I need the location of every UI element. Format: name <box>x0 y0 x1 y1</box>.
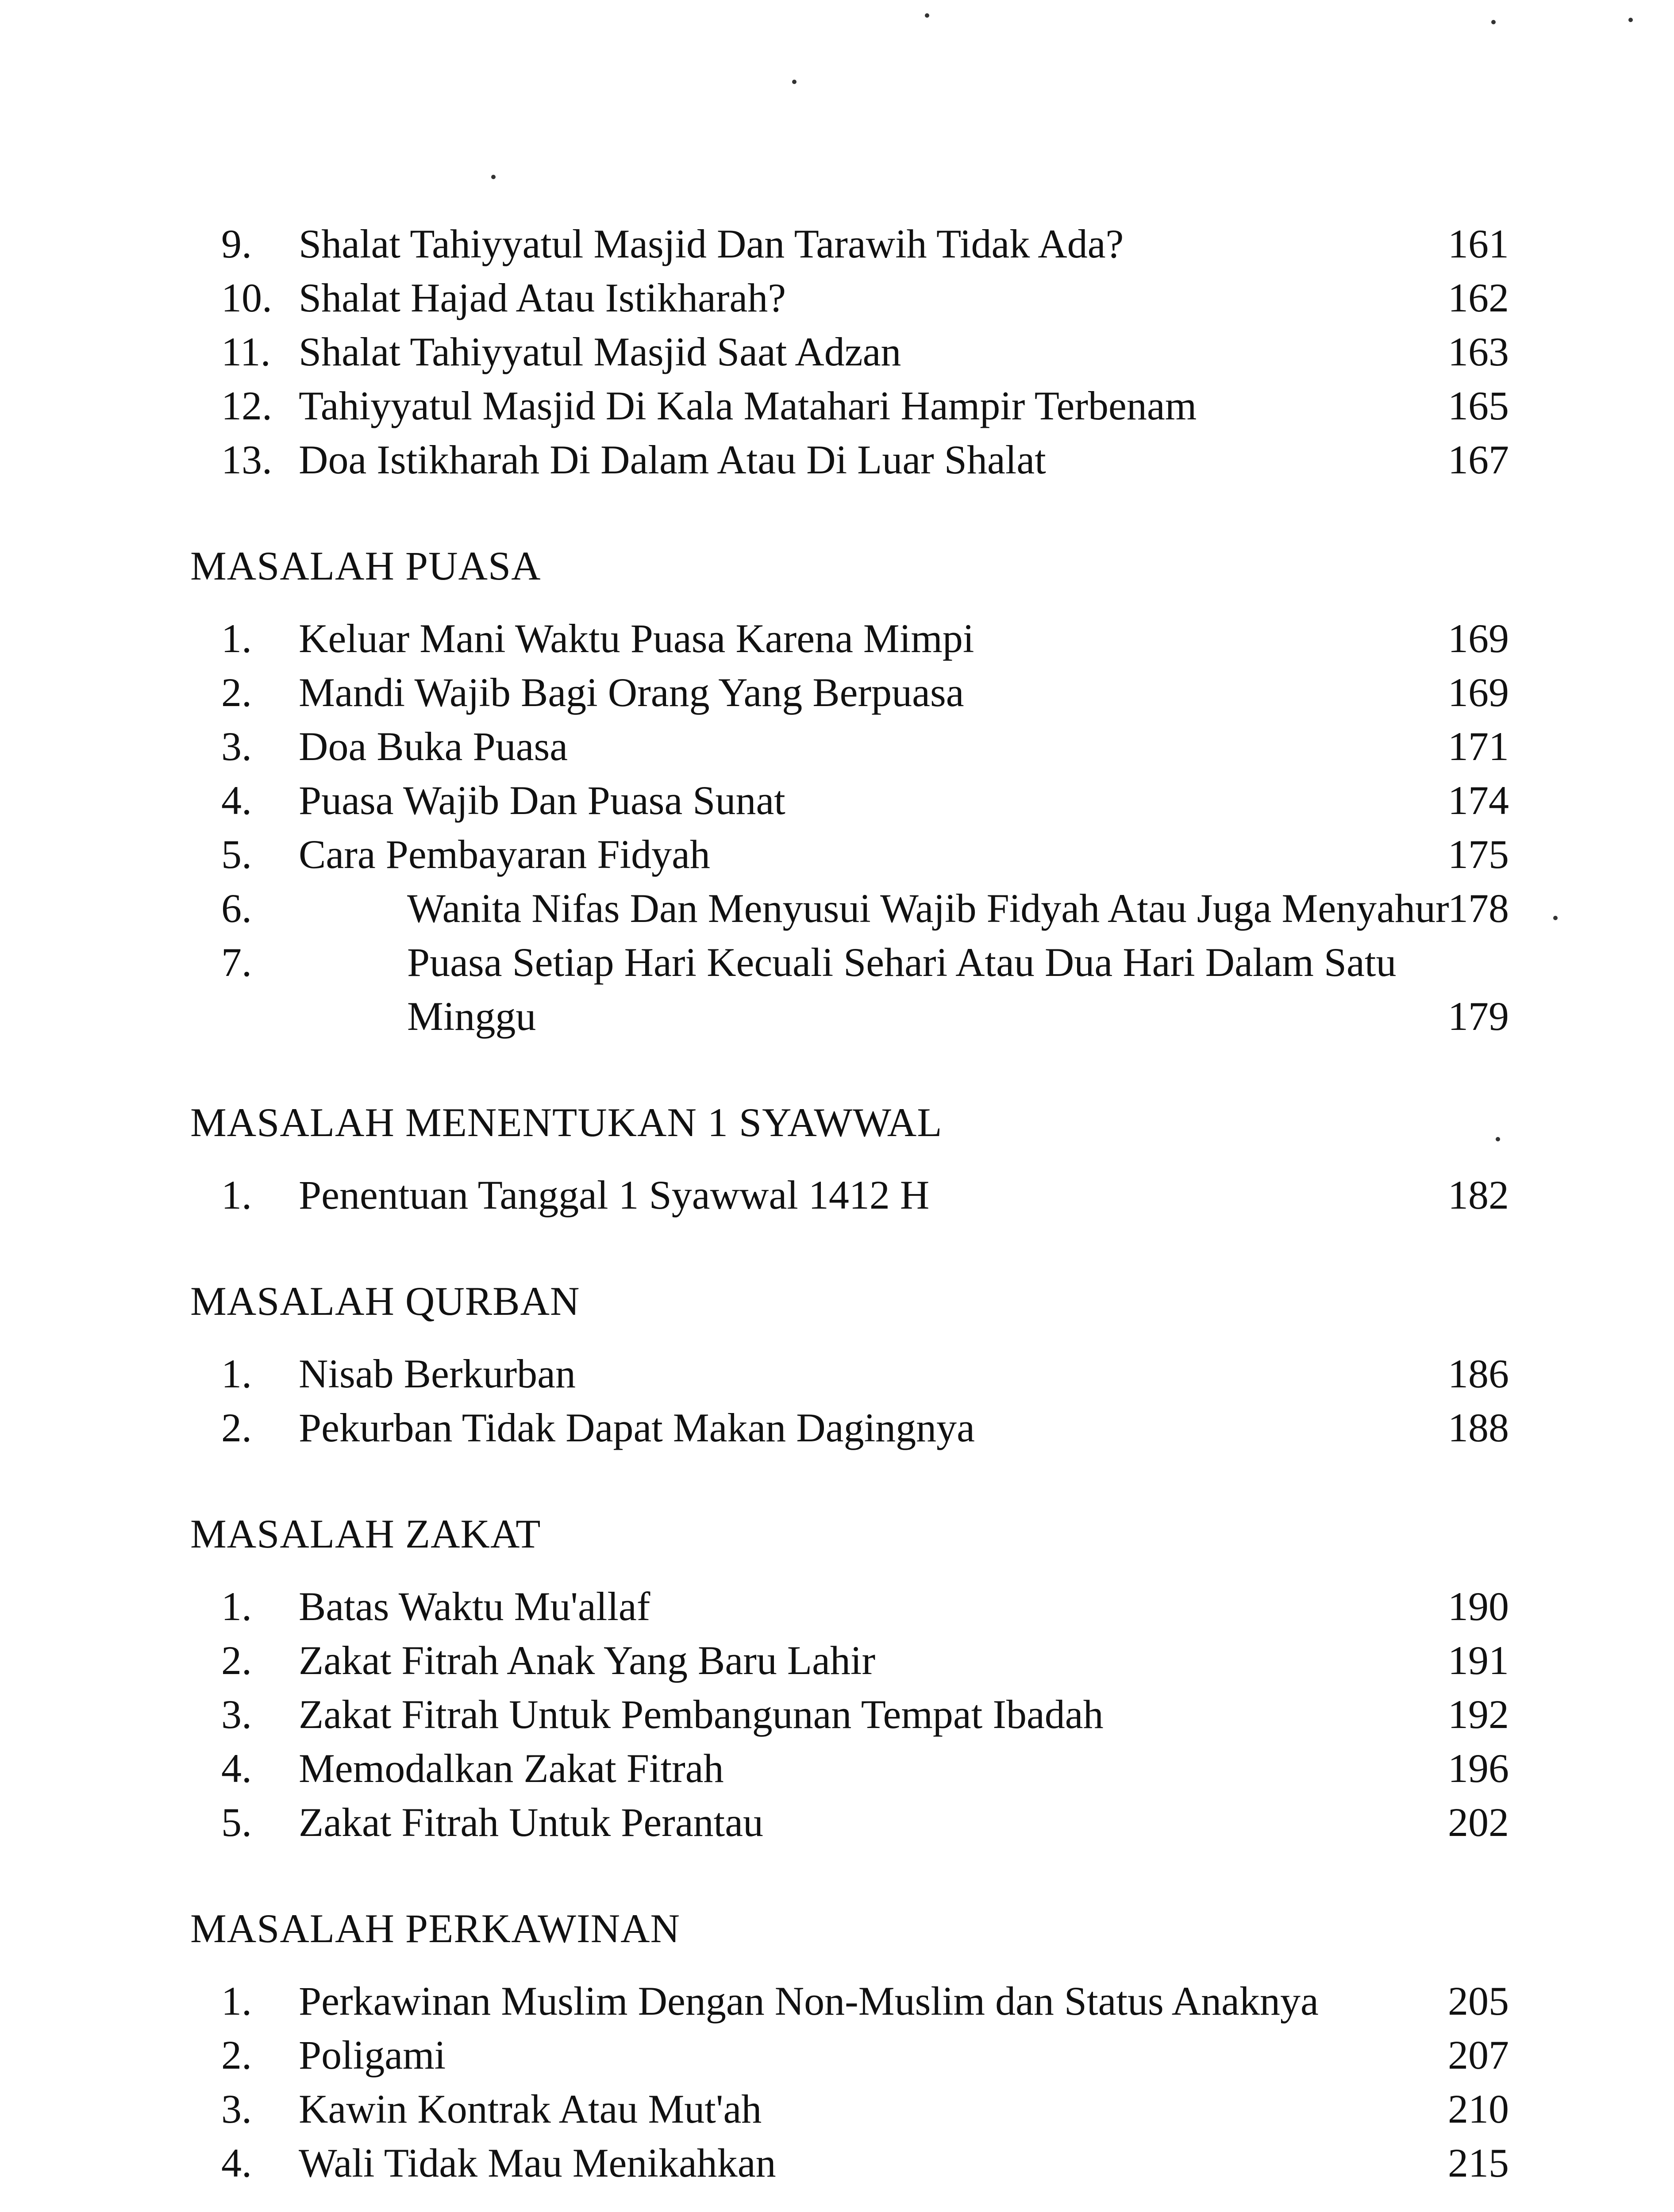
toc-entry-page: 167 <box>1448 437 1509 482</box>
toc-entry <box>190 1579 1509 1633</box>
toc-entry-number: 1. <box>221 1978 252 2024</box>
toc-entry <box>190 217 1509 271</box>
toc-entry-page: 179 <box>1448 994 1509 1039</box>
toc-entry-number: 3. <box>221 2086 252 2131</box>
toc-entry-page: 175 <box>1448 832 1509 877</box>
toc-entry <box>190 2082 1509 2136</box>
toc-entry-number: 5. <box>221 1800 252 1845</box>
toc-entry-page: 191 <box>1448 1638 1509 1683</box>
scan-speck <box>1496 1137 1500 1141</box>
toc-entry <box>190 1347 1509 1401</box>
toc-entry-page: 169 <box>1448 616 1509 661</box>
toc-entry-page: 196 <box>1448 1746 1509 1791</box>
toc-entry <box>190 1974 1509 2028</box>
section-heading: MASALAH QURBAN <box>190 1279 580 1324</box>
toc-entry-title: Shalat Tahiyyatul Masjid Dan Tarawih Tidak Ada? <box>299 221 1124 266</box>
toc-entry-page: 188 <box>1448 1405 1509 1450</box>
toc-entry-number: 1. <box>221 1351 252 1396</box>
toc-entry-title: Cara Pembayaran Fidyah <box>299 832 710 877</box>
toc-entry-page: 171 <box>1448 724 1509 769</box>
scan-speck <box>1491 20 1496 24</box>
toc-entry <box>190 433 1509 487</box>
toc-entry <box>190 665 1509 719</box>
toc-entry-title: Poligami <box>299 2032 446 2078</box>
toc-entry-number: 2. <box>221 1638 252 1683</box>
toc-entry-page: 165 <box>1448 383 1509 428</box>
toc-entry <box>190 325 1509 379</box>
toc-entry-title: Batas Waktu Mu'allaf <box>299 1584 650 1629</box>
section-heading: MASALAH MENENTUKAN 1 SYAWWAL <box>190 1100 943 1145</box>
toc-entry-title: Wali Tidak Mau Menikahkan <box>299 2140 776 2185</box>
toc-entry <box>190 935 1509 1043</box>
toc-entry-page: 207 <box>1448 2032 1509 2078</box>
toc-entry-title: Shalat Tahiyyatul Masjid Saat Adzan <box>299 329 901 374</box>
toc-entry-number: 3. <box>221 724 252 769</box>
toc-entry <box>190 611 1509 665</box>
toc-entry <box>190 1633 1509 1687</box>
toc-entry <box>190 271 1509 325</box>
toc-entry-title: Zakat Fitrah Untuk Perantau <box>299 1800 764 1845</box>
toc-entry-page: 162 <box>1448 275 1509 320</box>
table-of-contents <box>190 217 1509 2190</box>
toc-entry-page: 215 <box>1448 2140 1509 2185</box>
toc-section-perkawinan <box>190 1901 1509 2190</box>
toc-entry-number: 5. <box>221 832 252 877</box>
toc-entry-page: 205 <box>1448 1978 1509 2024</box>
toc-entry-page: 169 <box>1448 670 1509 715</box>
section-heading: MASALAH PERKAWINAN <box>190 1906 680 1951</box>
toc-entry-title: Puasa Setiap Hari Kecuali Sehari Atau Dua Hari Dalam Satu Minggu <box>407 940 1397 1039</box>
toc-entry-title: Wanita Nifas Dan Menyusui Wajib Fidyah Atau Juga Menyahur <box>407 886 1449 931</box>
toc-entry-title: Nisab Berkurban <box>299 1351 576 1396</box>
toc-entry <box>190 773 1509 827</box>
toc-entry-number: 2. <box>221 2032 252 2078</box>
toc-entry-number: 4. <box>221 1746 252 1791</box>
toc-entry <box>190 1741 1509 1795</box>
toc-entry-title: Kawin Kontrak Atau Mut'ah <box>299 2086 762 2131</box>
toc-entry-title: Doa Buka Puasa <box>299 724 568 769</box>
toc-entry-title: Perkawinan Muslim Dengan Non-Muslim dan Status Anaknya <box>299 1978 1319 2024</box>
toc-entry-number: 9. <box>221 221 252 266</box>
toc-entry-title: Tahiyyatul Masjid Di Kala Matahari Hampir Terbenam <box>299 383 1197 428</box>
toc-entry-page: 202 <box>1448 1800 1509 1845</box>
section-heading: MASALAH ZAKAT <box>190 1511 541 1556</box>
toc-entry <box>190 1168 1509 1222</box>
toc-entry-page: 182 <box>1448 1172 1509 1217</box>
toc-entry-number: 2. <box>221 1405 252 1450</box>
section-heading: MASALAH PUASA <box>190 543 541 588</box>
toc-entry <box>190 2136 1509 2190</box>
scan-speck <box>792 80 797 84</box>
toc-entry-page: 161 <box>1448 221 1509 266</box>
toc-entry-page: 186 <box>1448 1351 1509 1396</box>
toc-entry-title: Zakat Fitrah Untuk Pembangunan Tempat Ibadah <box>299 1692 1104 1737</box>
scan-speck <box>1628 18 1633 22</box>
toc-entry <box>190 827 1509 881</box>
toc-entry-number: 1. <box>221 1584 252 1629</box>
toc-entry-number: 1. <box>221 616 252 661</box>
toc-entry <box>190 1795 1509 1849</box>
toc-entry <box>190 379 1509 433</box>
toc-section-qurban <box>190 1274 1509 1455</box>
toc-entry-number: 6. <box>221 886 252 931</box>
toc-entry <box>190 881 1509 935</box>
toc-entry-page: 178 <box>1448 886 1509 931</box>
toc-entry-number: 4. <box>221 2140 252 2185</box>
toc-entry-title: Mandi Wajib Bagi Orang Yang Berpuasa <box>299 670 964 715</box>
toc-entry-page: 192 <box>1448 1692 1509 1737</box>
scan-speck <box>491 175 496 179</box>
toc-section-puasa <box>190 539 1509 1043</box>
toc-section-syawwal <box>190 1095 1509 1222</box>
toc-entry-number: 13. <box>221 437 272 482</box>
toc-entry-title: Memodalkan Zakat Fitrah <box>299 1746 724 1791</box>
toc-entry-title: Doa Istikharah Di Dalam Atau Di Luar Shalat <box>299 437 1046 482</box>
toc-entry-page: 210 <box>1448 2086 1509 2131</box>
toc-entry-title: Zakat Fitrah Anak Yang Baru Lahir <box>299 1638 876 1683</box>
toc-entry-page: 163 <box>1448 329 1509 374</box>
toc-entry-number: 7. <box>221 940 252 985</box>
toc-entry-page: 174 <box>1448 778 1509 823</box>
toc-entry <box>190 2028 1509 2082</box>
toc-entry-number: 11. <box>221 329 271 374</box>
toc-entry-title: Keluar Mani Waktu Puasa Karena Mimpi <box>299 616 974 661</box>
toc-entry-number: 4. <box>221 778 252 823</box>
toc-entry-number: 10. <box>221 275 272 320</box>
toc-entry <box>190 719 1509 773</box>
toc-entry-number: 3. <box>221 1692 252 1737</box>
toc-entry-title: Penentuan Tanggal 1 Syawwal 1412 H <box>299 1172 930 1217</box>
toc-entry-number: 2. <box>221 670 252 715</box>
toc-entry-number: 12. <box>221 383 272 428</box>
toc-entry-number: 1. <box>221 1172 252 1217</box>
toc-section-zakat <box>190 1507 1509 1849</box>
toc-entry-title: Shalat Hajad Atau Istikharah? <box>299 275 786 320</box>
toc-continued-group <box>190 217 1509 487</box>
toc-entry <box>190 1401 1509 1455</box>
toc-entry-title: Pekurban Tidak Dapat Makan Dagingnya <box>299 1405 975 1450</box>
scan-speck <box>1553 916 1558 920</box>
scan-speck <box>925 13 929 18</box>
toc-entry-title: Puasa Wajib Dan Puasa Sunat <box>299 778 785 823</box>
toc-entry-page: 190 <box>1448 1584 1509 1629</box>
toc-entry <box>190 1687 1509 1741</box>
